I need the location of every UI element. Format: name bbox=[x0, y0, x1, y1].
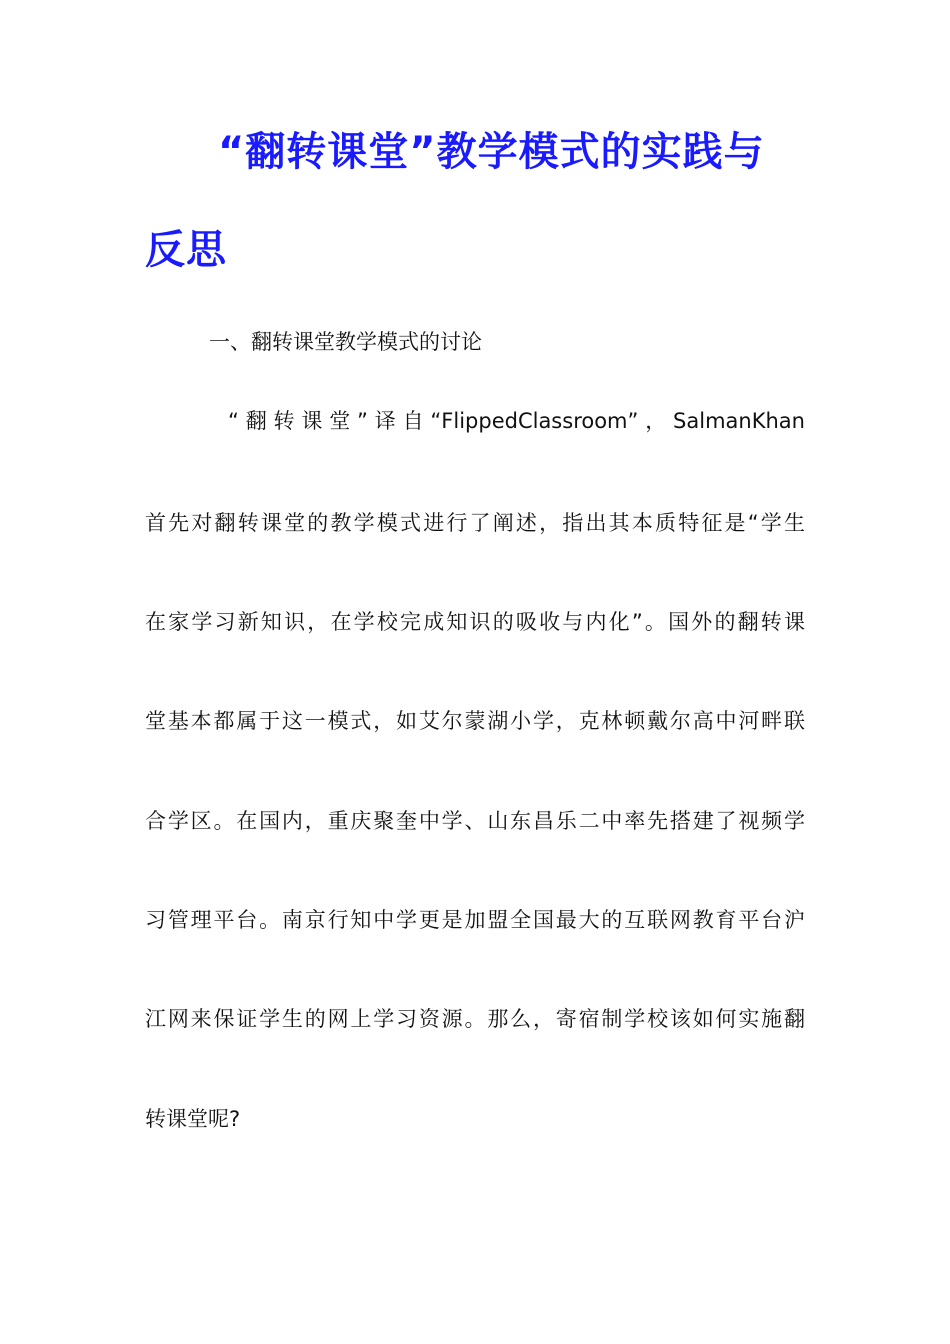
paragraph-line-7: 江网来保证学生的网上学习资源。那么，寄宿制学校该如何实施翻 bbox=[145, 1007, 805, 1031]
paragraph-line-1: “翻转课堂”译自“FlippedClassroom”，SalmanKhan bbox=[228, 409, 805, 433]
paragraph-line-8: 转课堂呢? bbox=[145, 1107, 241, 1131]
section-heading: 一、翻转课堂教学模式的讨论 bbox=[209, 330, 482, 354]
paragraph-line-4: 堂基本都属于这一模式，如艾尔蒙湖小学，克林顿戴尔高中河畔联 bbox=[145, 709, 805, 733]
paragraph-line-6: 习管理平台。南京行知中学更是加盟全国最大的互联网教育平台沪 bbox=[145, 908, 805, 932]
paragraph-line-5: 合学区。在国内，重庆聚奎中学、山东昌乐二中率先搭建了视频学 bbox=[145, 809, 805, 833]
paragraph-line-2: 首先对翻转课堂的教学模式进行了阐述，指出其本质特征是“学生 bbox=[145, 511, 805, 535]
document-title-line-2: 反思 bbox=[145, 227, 227, 273]
paragraph-line-3: 在家学习新知识，在学校完成知识的吸收与内化”。国外的翻转课 bbox=[145, 610, 805, 634]
document-title-line-1: “翻转课堂”教学模式的实践与 bbox=[218, 129, 765, 175]
